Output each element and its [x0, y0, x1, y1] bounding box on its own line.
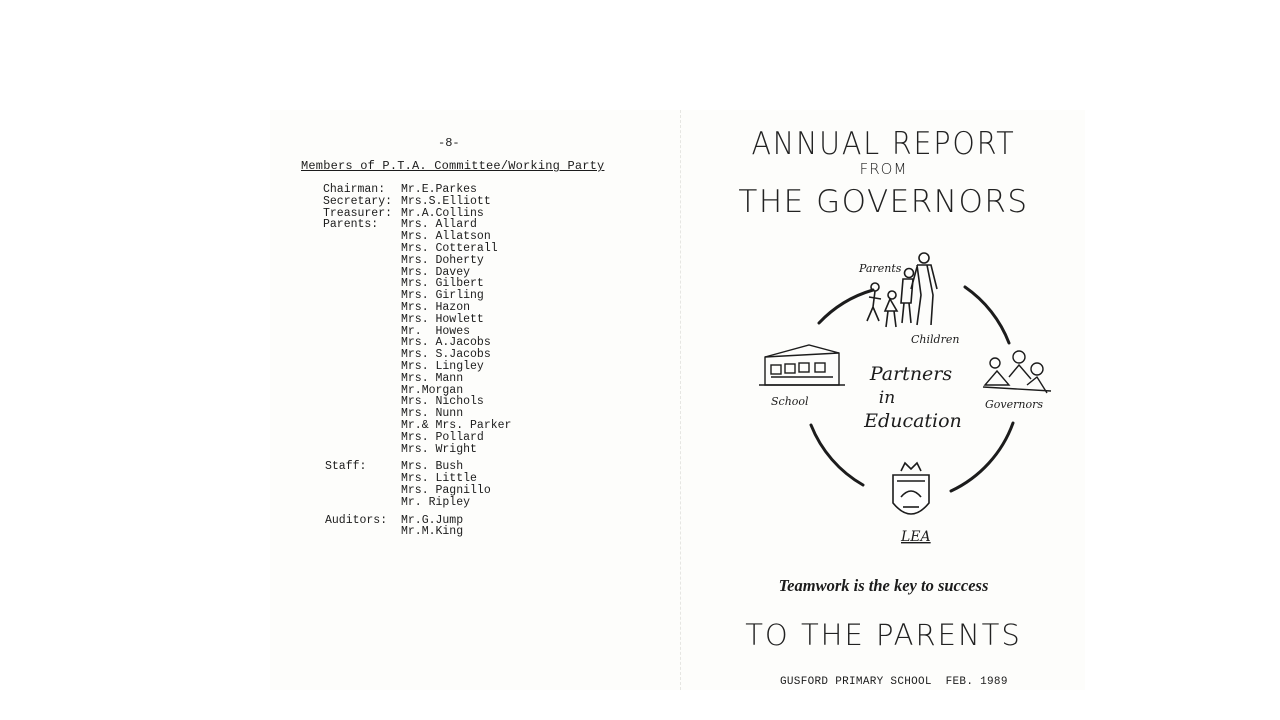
roster-name: Mr.& Mrs. Parker: [401, 418, 512, 432]
right-page: [680, 110, 1086, 690]
report-title-parents: TO THE PARENTS: [745, 618, 1022, 652]
roster-name: Mrs. Allatson: [401, 230, 491, 244]
roster-name: Mrs.S.Elliott: [401, 194, 491, 208]
roster-name: Mr. Ripley: [401, 495, 471, 509]
center-in: in: [878, 388, 896, 408]
roster-name: Mrs. Pollard: [401, 430, 484, 444]
label-school: School: [771, 395, 809, 408]
roster-name: Mrs. S.Jacobs: [401, 348, 491, 362]
report-footer: GUSFORD PRIMARY SCHOOL FEB. 1989: [780, 676, 1008, 688]
roster-name: Mrs. Doherty: [401, 253, 484, 267]
arc-top-left: [819, 290, 873, 323]
roster-name: Mrs. Howlett: [401, 312, 484, 326]
label-parents: Parents: [859, 262, 902, 275]
roster-role: Treasurer:: [323, 206, 393, 220]
roster-name: Mrs. Nichols: [401, 395, 484, 409]
roster-name: Mr.Morgan: [401, 383, 464, 397]
roster-name: Mrs. Gilbert: [401, 277, 484, 291]
roster-name: Mrs. A.Jacobs: [401, 336, 491, 350]
roster-role: Parents:: [323, 218, 379, 232]
roster-name: Mrs. Hazon: [401, 300, 471, 314]
governors-group-icon: [983, 351, 1051, 393]
roster-role: Secretary:: [323, 194, 393, 208]
label-governors: Governors: [985, 398, 1044, 411]
center-education: Education: [864, 410, 962, 432]
roster-role: Staff:: [325, 460, 367, 474]
tagline: Teamwork is the key to success: [778, 576, 989, 595]
roster-name: Mrs. Girling: [401, 289, 484, 303]
roster-name: Mrs. Little: [401, 472, 477, 486]
report-title-governors: THE GOVERNORS: [738, 184, 1029, 220]
cycle-arcs: [811, 287, 1013, 491]
roster-name: Mrs. Mann: [401, 371, 464, 385]
roster-name: Mrs. Cotterall: [401, 241, 498, 255]
roster-name: Mrs. Davey: [401, 265, 471, 279]
roster-name: Mrs. Wright: [401, 442, 477, 456]
roster-name: Mr.M.King: [401, 525, 464, 539]
report-title-annual: ANNUAL REPORT: [751, 126, 1016, 162]
roster-name: Mr.A.Collins: [401, 206, 484, 220]
partners-diagram-svg: [751, 245, 1071, 550]
lea-crest-icon: [893, 463, 929, 514]
roster-role: Chairman:: [323, 183, 386, 196]
roster-name: Mrs. Lingley: [401, 359, 484, 373]
roster-name: Mrs. Bush: [401, 460, 464, 474]
center-partners: Partners: [869, 363, 953, 385]
label-lea: LEA: [901, 529, 931, 545]
roster-name: Mr. Howes: [401, 324, 471, 338]
left-page: [270, 110, 680, 690]
arc-bottom-right: [951, 423, 1013, 491]
label-children: Children: [911, 333, 960, 346]
roster-role: Auditors:: [325, 513, 388, 527]
report-title-from: FROM: [859, 160, 908, 178]
arc-top-right: [965, 287, 1009, 343]
partners-diagram: [751, 245, 1071, 550]
roster-name: Mrs. Allard: [401, 218, 477, 232]
document-spread: [270, 110, 1085, 690]
arc-bottom-left: [811, 425, 863, 485]
school-building-icon: [759, 345, 845, 385]
committee-title: Members of P.T.A. Committee/Working Party: [301, 159, 605, 173]
roster-name: Mr.E.Parkes: [401, 183, 477, 196]
roster-name: Mrs. Pagnillo: [401, 483, 491, 497]
page-number: -8-: [438, 136, 460, 150]
roster-name: Mrs. Nunn: [401, 407, 464, 421]
roster-name: Mr.G.Jump: [401, 513, 464, 527]
